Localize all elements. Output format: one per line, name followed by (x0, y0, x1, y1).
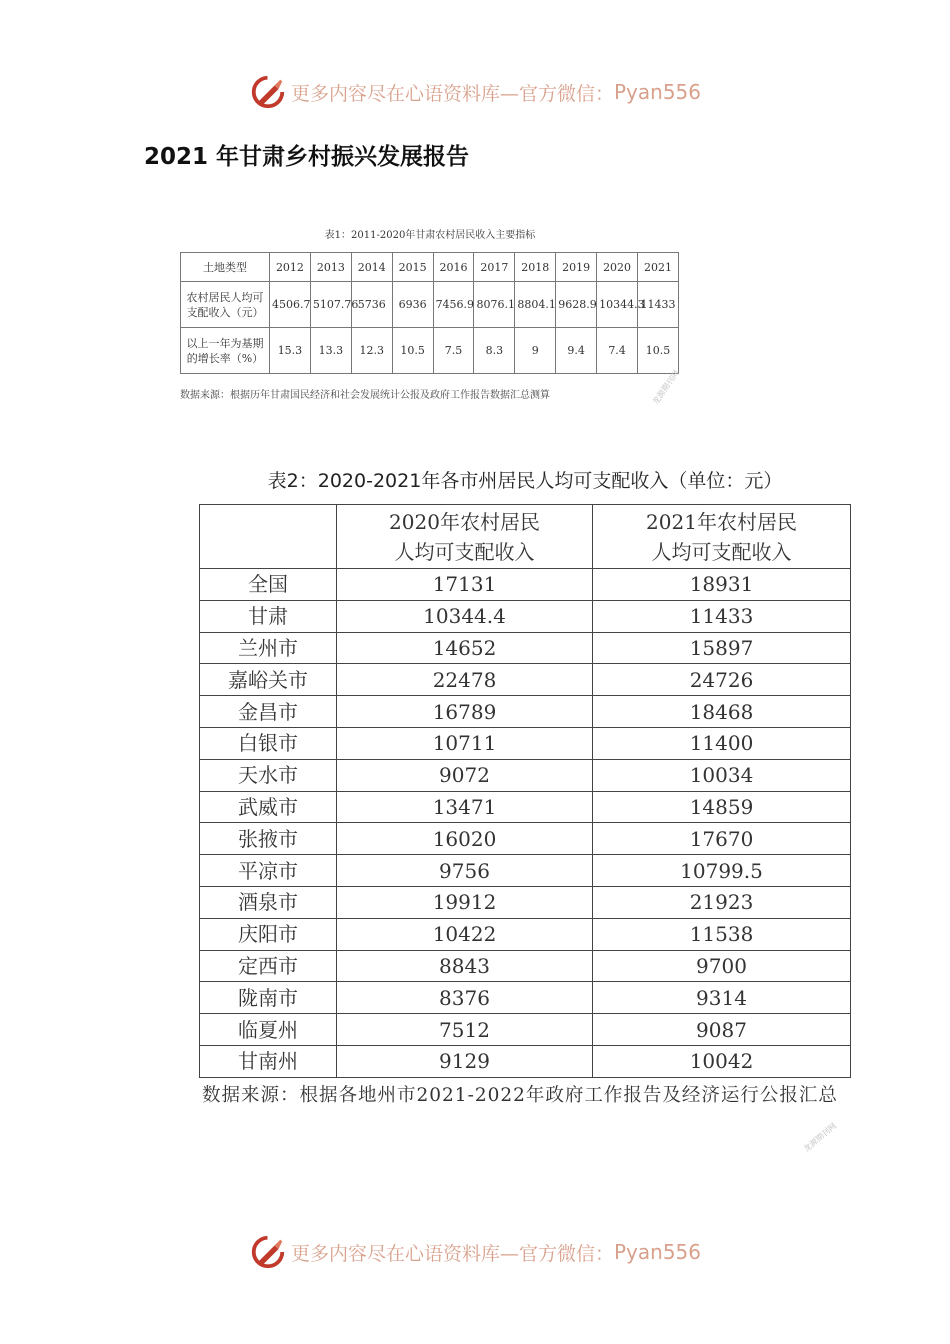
table-row (200, 791, 851, 823)
region-name: 陇南市 (200, 982, 337, 1014)
region-name: 全国 (200, 569, 337, 601)
income-2020: 8376 (337, 982, 593, 1014)
income-2020: 8843 (337, 950, 593, 982)
table1-row-label (181, 282, 270, 328)
table-row (200, 886, 851, 918)
income-2020: 22478 (337, 664, 593, 696)
table1-year: 2014 (351, 253, 392, 282)
table-row (200, 918, 851, 950)
region-name: 庆阳市 (200, 918, 337, 950)
income-2021: 17670 (593, 823, 851, 855)
table-row (200, 569, 851, 601)
income-2021: 11400 (593, 727, 851, 759)
table2 (199, 504, 851, 1078)
top-banner (0, 72, 950, 112)
header-line: 人均可支配收入 (394, 539, 535, 564)
banner-text: 更多内容尽在心语资料库—官方微信： (290, 1242, 614, 1265)
table-row (200, 696, 851, 728)
income-2020: 9072 (337, 759, 593, 791)
table2-header-2021 (593, 505, 851, 569)
pen-logo-icon (249, 73, 287, 111)
table1 (180, 252, 679, 374)
table-row (200, 1045, 851, 1077)
row-label-line: 支配收入（元） (186, 305, 264, 319)
table1-cell: 8.3 (474, 328, 515, 374)
income-2021: 10799.5 (593, 855, 851, 887)
table2-header-2020 (337, 505, 593, 569)
table-row (200, 950, 851, 982)
table1-cell: 10344.3 (597, 282, 638, 328)
bottom-banner (0, 1232, 950, 1272)
table1-cell: 5736 (351, 282, 392, 328)
region-name: 嘉峪关市 (200, 664, 337, 696)
table-row (200, 759, 851, 791)
income-2020: 9129 (337, 1045, 593, 1077)
income-2020: 17131 (337, 569, 593, 601)
income-2021: 9700 (593, 950, 851, 982)
watermark: 龙源期刊网 (650, 368, 682, 407)
table1-cell: 5107.76 (310, 282, 351, 328)
income-2021: 11538 (593, 918, 851, 950)
table1-cell: 9 (515, 328, 556, 374)
income-2020: 10422 (337, 918, 593, 950)
table-row (200, 664, 851, 696)
table1-source: 数据来源：根据历年甘肃国民经济和社会发展统计公报及政府工作报告数据汇总测算 (180, 390, 550, 401)
table1-caption: 表1：2011-2020年甘肃农村居民收入主要指标 (324, 230, 536, 241)
income-2021: 11433 (593, 600, 851, 632)
table-row (181, 282, 679, 328)
region-name: 甘肃 (200, 600, 337, 632)
region-name: 白银市 (200, 727, 337, 759)
table1-year: 2012 (270, 253, 311, 282)
region-name: 兰州市 (200, 632, 337, 664)
table1-cell: 9.4 (556, 328, 597, 374)
table1-year: 2016 (433, 253, 474, 282)
row-label-line: 农村居民人均可 (186, 290, 264, 304)
table1-row-label (181, 328, 270, 374)
banner-text: 更多内容尽在心语资料库—官方微信： (290, 82, 614, 105)
table1-cell: 7.4 (597, 328, 638, 374)
table1-header-label: 土地类型 (181, 253, 270, 282)
income-2020: 10711 (337, 727, 593, 759)
income-2021: 9314 (593, 982, 851, 1014)
table-row (181, 328, 679, 374)
region-name: 武威市 (200, 791, 337, 823)
table2-corner-cell (200, 505, 337, 569)
watermark: 龙源期刊网 (801, 1121, 839, 1154)
region-name: 平凉市 (200, 855, 337, 887)
table-row (181, 253, 679, 282)
income-2020: 16020 (337, 823, 593, 855)
table-row (200, 505, 851, 569)
income-2020: 9756 (337, 855, 593, 887)
region-name: 临夏州 (200, 1014, 337, 1046)
row-label-line: 的增长率（%） (186, 351, 264, 365)
income-2020: 14652 (337, 632, 593, 664)
table1-cell: 7.5 (433, 328, 474, 374)
table1-cell: 8076.1 (474, 282, 515, 328)
table-row (200, 727, 851, 759)
income-2021: 10042 (593, 1045, 851, 1077)
income-2021: 9087 (593, 1014, 851, 1046)
table1-cell: 8804.1 (515, 282, 556, 328)
region-name: 金昌市 (200, 696, 337, 728)
table1-cell: 10.5 (638, 328, 679, 374)
income-2020: 10344.4 (337, 600, 593, 632)
table1-cell: 11433 (638, 282, 679, 328)
table1-cell: 6936 (392, 282, 433, 328)
header-line: 2020年农村居民 (389, 509, 540, 534)
table1-cell: 10.5 (392, 328, 433, 374)
table1-year: 2021 (638, 253, 679, 282)
table1-cell: 12.3 (351, 328, 392, 374)
income-2021: 24726 (593, 664, 851, 696)
table-row (200, 1014, 851, 1046)
table1-cell: 4506.7 (270, 282, 311, 328)
income-2021: 10034 (593, 759, 851, 791)
table1-cell: 7456.9 (433, 282, 474, 328)
income-2021: 18931 (593, 569, 851, 601)
region-name: 甘南州 (200, 1045, 337, 1077)
table2-source: 数据来源：根据各地州市2021-2022年政府工作报告及经济运行公报汇总 (202, 1085, 838, 1106)
table1-year: 2020 (597, 253, 638, 282)
income-2021: 15897 (593, 632, 851, 664)
income-2020: 19912 (337, 886, 593, 918)
income-2020: 13471 (337, 791, 593, 823)
row-label-line: 以上一年为基期 (186, 336, 264, 350)
income-2020: 16789 (337, 696, 593, 728)
pen-logo-icon (249, 1233, 287, 1271)
region-name: 定西市 (200, 950, 337, 982)
table1-year: 2015 (392, 253, 433, 282)
banner-wechat-id: Pyan556 (614, 80, 702, 104)
table1-year: 2017 (474, 253, 515, 282)
table1-cell: 15.3 (270, 328, 311, 374)
income-2021: 18468 (593, 696, 851, 728)
region-name: 酒泉市 (200, 886, 337, 918)
table1-year: 2019 (556, 253, 597, 282)
income-2021: 21923 (593, 886, 851, 918)
region-name: 张掖市 (200, 823, 337, 855)
banner-wechat-id: Pyan556 (614, 1240, 702, 1264)
table-row (200, 982, 851, 1014)
document-title: 2021 年甘肃乡村振兴发展报告 (144, 144, 470, 170)
income-2021: 14859 (593, 791, 851, 823)
table2-caption: 表2：2020-2021年各市州居民人均可支配收入（单位：元） (267, 470, 783, 492)
header-line: 2021年农村居民 (646, 509, 797, 534)
region-name: 天水市 (200, 759, 337, 791)
table1-cell: 13.3 (310, 328, 351, 374)
table1-cell: 9628.9 (556, 282, 597, 328)
income-2020: 7512 (337, 1014, 593, 1046)
table1-year: 2018 (515, 253, 556, 282)
table1-year: 2013 (310, 253, 351, 282)
table-row (200, 823, 851, 855)
table-row (200, 600, 851, 632)
table-row (200, 632, 851, 664)
table-row (200, 855, 851, 887)
header-line: 人均可支配收入 (651, 539, 792, 564)
